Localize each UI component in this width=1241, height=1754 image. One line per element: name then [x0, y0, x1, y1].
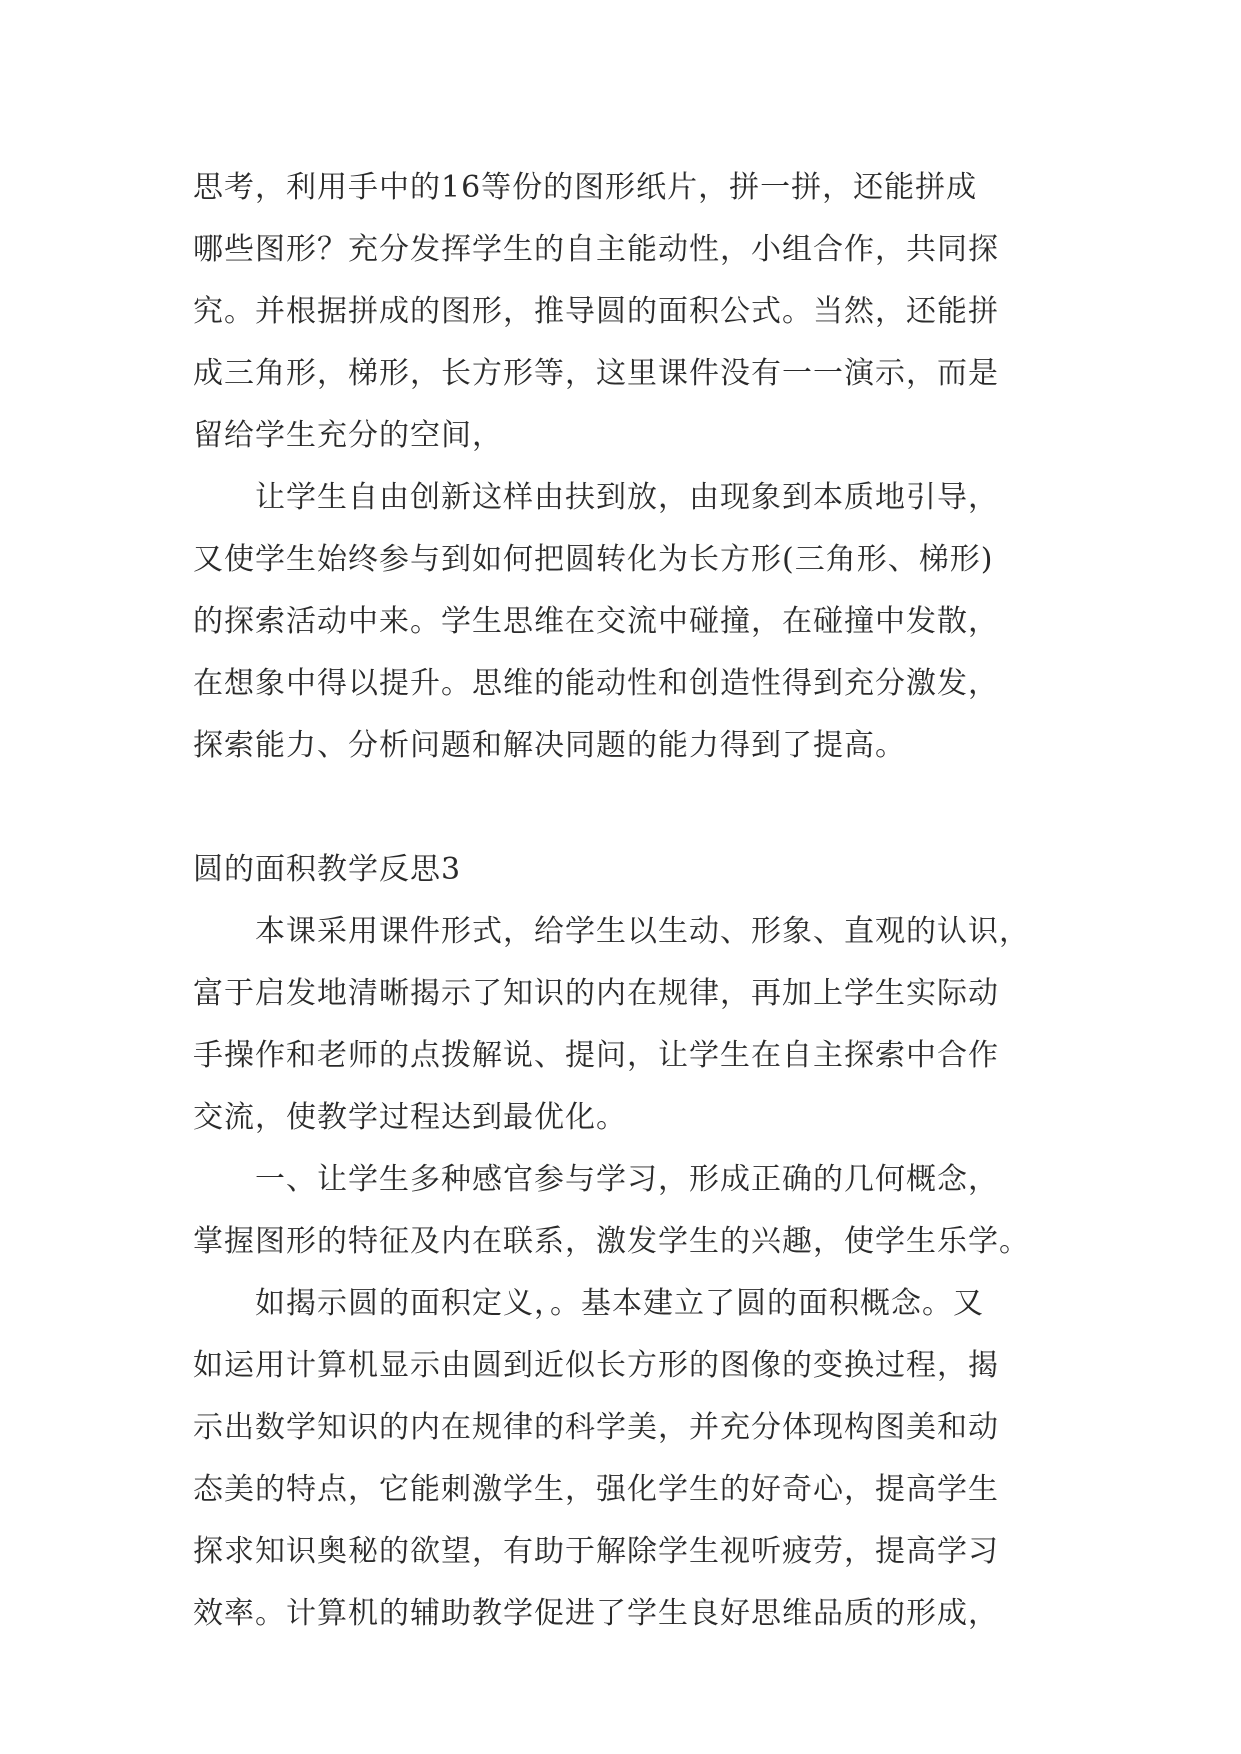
text-line: 示出数学知识的内在规律的科学美，并充分体现构图美和动	[193, 1410, 999, 1445]
text-line: 效率。计算机的辅助教学促进了学生良好思维品质的形成，	[193, 1596, 999, 1631]
text-line: 掌握图形的特征及内在联系，激发学生的兴趣，使学生乐学。	[193, 1224, 1030, 1259]
text-line: 本课采用课件形式，给学生以生动、形象、直观的认识，	[255, 914, 1030, 949]
text-line: 又使学生始终参与到如何把圆转化为长方形(三角形、梯形)	[193, 542, 994, 577]
section-title: 圆的面积教学反思3	[193, 852, 462, 887]
text-line: 如运用计算机显示由圆到近似长方形的图像的变换过程，揭	[193, 1348, 999, 1383]
paragraph-1	[193, 157, 1069, 467]
paragraph-4	[193, 1149, 1069, 1273]
text-line: 态美的特点，它能刺激学生，强化学生的好奇心，提高学生	[193, 1472, 999, 1507]
text-line: 探求知识奥秘的欲望，有助于解除学生视听疲劳，提高学习	[193, 1534, 999, 1569]
text-line: 留给学生充分的空间，	[193, 418, 503, 453]
paragraph-3	[193, 901, 1069, 1149]
document-body	[193, 157, 1069, 1645]
text-line: 探索能力、分析问题和解决同题的能力得到了提高。	[193, 728, 906, 763]
text-line: 思考，利用手中的16等份的图形纸片，拼一拼，还能拼成	[193, 170, 978, 205]
text-line: 的探索活动中来。学生思维在交流中碰撞，在碰撞中发散，	[193, 604, 999, 639]
text-line: 在想象中得以提升。思维的能动性和创造性得到充分激发，	[193, 666, 999, 701]
text-line: 哪些图形？充分发挥学生的自主能动性，小组合作，共同探	[193, 232, 999, 267]
text-line: 让学生自由创新这样由扶到放，由现象到本质地引导，	[255, 480, 999, 515]
text-line: 交流，使教学过程达到最优化。	[193, 1100, 627, 1135]
paragraph-5	[193, 1273, 1069, 1645]
paragraph-2	[193, 467, 1069, 777]
text-line: 成三角形，梯形，长方形等，这里课件没有一一演示，而是	[193, 356, 999, 391]
text-line: 一、让学生多种感官参与学习，形成正确的几何概念，	[255, 1162, 999, 1197]
text-line: 如揭示圆的面积定义，。基本建立了圆的面积概念。又	[255, 1286, 984, 1321]
text-line: 手操作和老师的点拨解说、提问，让学生在自主探索中合作	[193, 1038, 999, 1073]
section-spacer	[193, 777, 1069, 839]
text-line: 究。并根据拼成的图形，推导圆的面积公式。当然，还能拼	[193, 294, 999, 329]
text-line: 富于启发地清晰揭示了知识的内在规律，再加上学生实际动	[193, 976, 999, 1011]
